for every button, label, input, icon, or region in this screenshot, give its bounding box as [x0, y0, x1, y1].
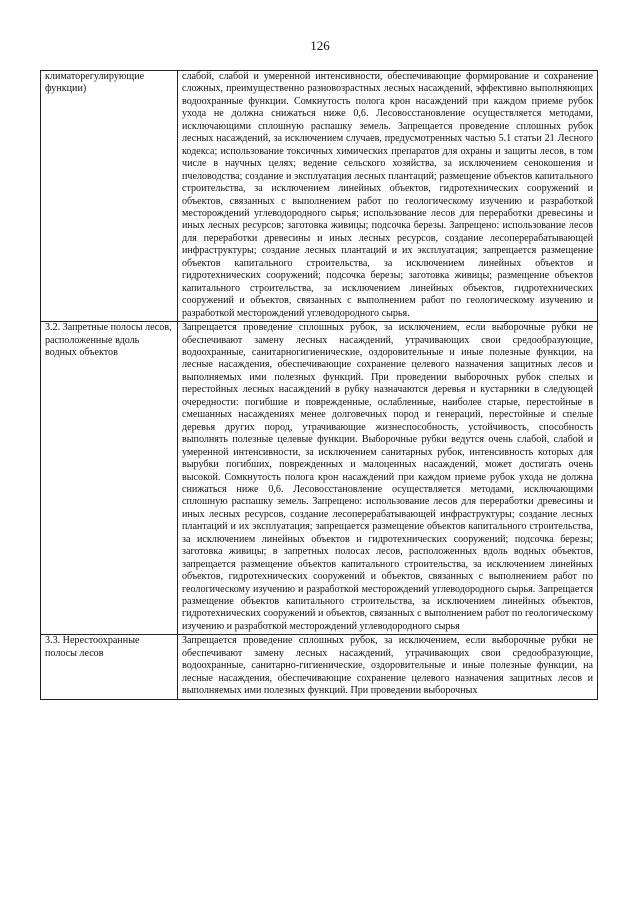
- row-label: 3.3. Нерестоохранные полосы лесов: [41, 635, 178, 699]
- row-text: слабой, слабой и умеренной интенсивности, обеспечивающие формирование и сохранение сложных, преимущественно разновозрастных лесных насаждений, эффективно выполняющих водоохранные функции. Сомкнутость полога крон насаждений при каждом приеме рубок ухода не должна снижаться ниже 0,6. Лесовосстановление осуществляется методами, исключающими сплошную распашку земель. Запрещается проведение сплошных рубок лесных насаждений, за исключением случаев, предусмотренных частью 5.1 статьи 21 Лесного кодекса; использование токсичных химических препаратов для охраны и защиты лесов, в том числе в научных целях; ведение сельского хозяйства, за исключением сенокошения и пчеловодства; создание и эксплуатация лесных плантаций; размещение объектов капитального строительства, за исключением линейных объектов, гидротехнических сооружений и объектов, связанных с выполнением работ по геологическому изучению и разработкой месторождений углеводородного сырья; использование лесов для переработки древесины и иных лесных ресурсов; заготовка живицы; подсочка березы. Запрещено: использование лесов для переработки древесины и иных лесных ресурсов, создание лесоперерабатывающей инфраструктуры; создание лесных плантаций и их эксплуатация; запрещается размещение объектов капитального строительства, за исключением линейных объектов и гидротехнических сооружений; подсочка березы; заготовка живицы; размещение объектов капитального строительства, за исключением линейных объектов, гидротехнических сооружений и объектов, связанных с выполнением работ по геологическому изучению и разработкой месторождений углеводородного сырья.: [178, 71, 598, 322]
- page-number: 126: [310, 38, 330, 53]
- table-row: [41, 71, 598, 322]
- row-text: Запрещается проведение сплошных рубок, за исключением, если выборочные рубки не обеспечивают замену лесных насаждений, утрачивающих свои средообразующие, водоохранные, санитарногигиенические, оздоровительные и иные полезные функции, на лесные насаждения, обеспечивающие сохранение целевого назначения защитных лесов и выполняемых ими полезных функций. При проведении выборочных рубок спелых и перестойных лесных насаждений в рубку назначаются деревья и кустарники в следующей очередности: погибшие и поврежденные, ослабленные, наиболее старые, перестойные в смешанных насаждениях менее долговечных пород и генераций, перестойные и спелые деревья других пород, утрачивающие жизнеспособность, устойчивость, способность выполнять полезные целевые функции. Выборочные рубки ведутся очень слабой, слабой и умеренной интенсивности, за исключением санитарных рубок, интенсивность которых для вырубки погибших, поврежденных и малоценных насаждений, может достигать очень высокой. Сомкнутость полога крон насаждений при каждом приеме рубок ухода не должна снижаться ниже 0,6. Лесовосстановление осуществляется методами, исключающими сплошную распашку земель. Запрещено: использование лесов для переработки древесины и иных лесных ресурсов, создание лесоперерабатывающей инфраструктуры; создание лесных плантаций и их эксплуатация; запрещается размещение объектов капитального строительства, за исключением линейных объектов и гидротехнических сооружений; подсочка березы; заготовка живицы; в запретных полосах лесов, расположенных вдоль водных объектов, запрещается размещение объектов капитального строительства, за исключением линейных объектов, гидротехнических сооружений и объектов, связанных с выполнением работ по геологическому изучению и разработкой месторождений углеводородного сырья. Запрещается размещение объектов капитального строительства, за исключением линейных объектов, гидротехнических сооружений и объектов, связанных с выполнением работ по геологическому изучению и разработкой месторождений углеводородного сырья: [178, 322, 598, 635]
- row-label: климаторегулирующие функции): [41, 71, 178, 322]
- regulations-table: [40, 70, 598, 700]
- table-row: [41, 322, 598, 635]
- row-text: Запрещается проведение сплошных рубок, за исключением, если выборочные рубки не обеспечивают замену лесных насаждений, утрачивающих свои средообразующие, водоохранные, санитарно-гигиенические, оздоровительные и иные полезные функции, на лесные насаждения, обеспечивающие сохранение целевого назначения защитных лесов и выполняемых ими полезных функций. При проведении выборочных: [182, 635, 593, 697]
- table-row: [41, 635, 598, 699]
- row-text-cell: [178, 635, 598, 699]
- row-label: 3.2. Запретные полосы лесов, расположенные вдоль водных объектов: [41, 322, 178, 635]
